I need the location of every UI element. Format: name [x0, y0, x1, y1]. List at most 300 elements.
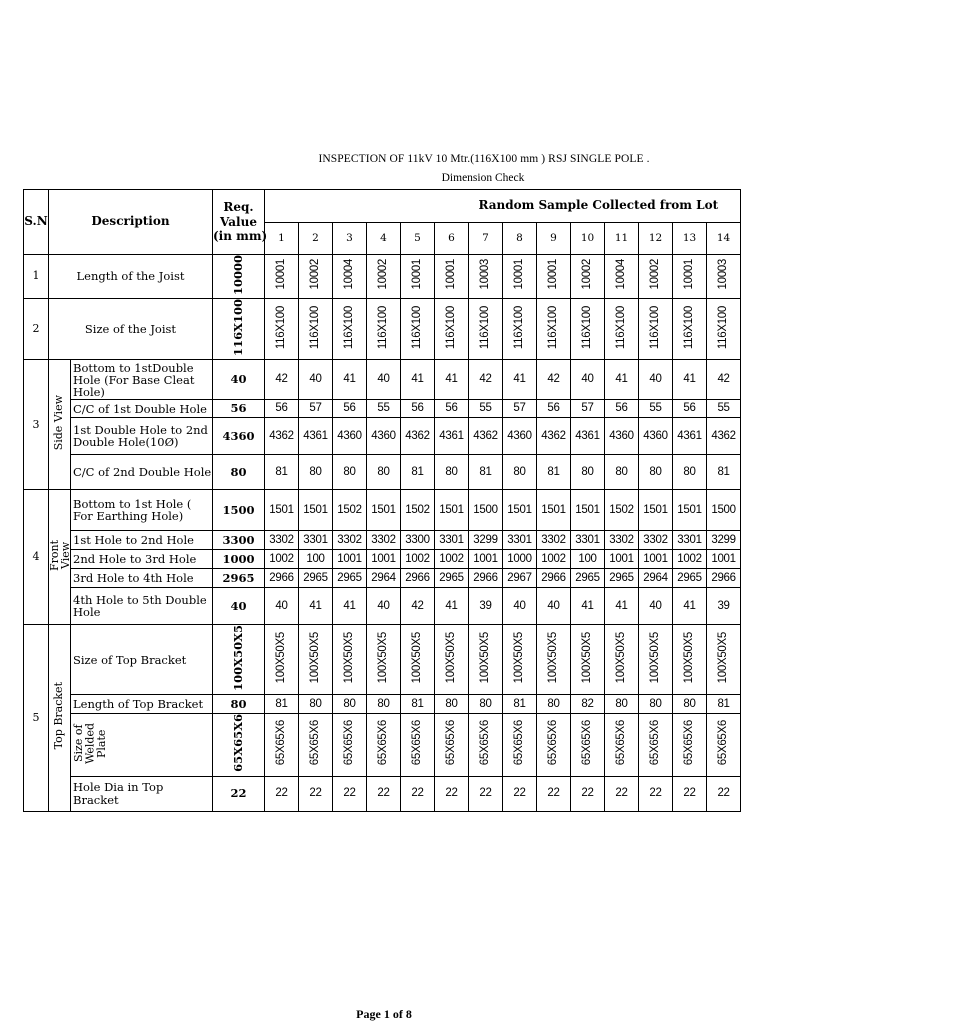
- sample-value-cell: 81: [503, 695, 537, 714]
- required-value-cell: [213, 299, 265, 360]
- sample-number-header: 3: [333, 223, 367, 255]
- sample-value-cell: 1002: [673, 550, 707, 569]
- sample-value-text: 10003: [478, 259, 491, 290]
- required-value-cell: 22: [213, 776, 265, 811]
- sample-value-cell: 41: [503, 360, 537, 400]
- sample-value-cell: 2964: [367, 569, 401, 588]
- sample-value-cell: 41: [333, 360, 367, 400]
- sample-value-text: 10001: [682, 259, 695, 290]
- sample-value-cell: 80: [503, 455, 537, 490]
- sample-number-header: 6: [435, 223, 469, 255]
- sample-value-cell: 80: [639, 455, 673, 490]
- sample-value-cell: 2965: [299, 569, 333, 588]
- sample-number-header: 9: [537, 223, 571, 255]
- sample-value-text: 10001: [410, 259, 423, 290]
- sample-value-text: 100X50X5: [342, 632, 355, 684]
- sample-value-cell: 57: [503, 400, 537, 418]
- sample-value-text: 65X65X6: [512, 720, 525, 766]
- sample-value-cell: [537, 255, 571, 299]
- sample-value-cell: 1501: [503, 490, 537, 531]
- sample-value-cell: 56: [265, 400, 299, 418]
- sample-value-cell: [503, 299, 537, 360]
- top-bracket-label: Top Bracket: [52, 682, 66, 750]
- sample-value-text: 10004: [614, 259, 627, 290]
- sample-value-text: 116X100: [342, 305, 355, 349]
- sample-value-cell: 41: [333, 588, 367, 625]
- sample-value-text: 10004: [342, 259, 355, 290]
- sample-value-cell: 4360: [639, 418, 673, 455]
- sample-value-text: 100X50X5: [444, 632, 457, 684]
- sample-value-cell: 1501: [673, 490, 707, 531]
- sample-value-cell: [639, 625, 673, 695]
- sample-value-cell: 2966: [401, 569, 435, 588]
- description-cell: C/C of 2nd Double Hole: [71, 455, 213, 490]
- sample-value-cell: [401, 299, 435, 360]
- sample-value-cell: 81: [707, 695, 741, 714]
- sample-value-text: 10002: [648, 259, 661, 290]
- sample-value-cell: [639, 714, 673, 776]
- sample-value-cell: 81: [707, 455, 741, 490]
- sample-value-cell: 4362: [469, 418, 503, 455]
- welded-plate-label-line: Size of: [72, 725, 85, 763]
- sample-value-cell: 3302: [639, 531, 673, 550]
- table-row: [24, 299, 741, 360]
- inspection-table: [23, 189, 741, 812]
- sample-number-header: 10: [571, 223, 605, 255]
- sample-value-cell: [605, 625, 639, 695]
- sample-value-cell: [673, 299, 707, 360]
- sample-value-cell: [605, 714, 639, 776]
- sample-value-cell: 4361: [435, 418, 469, 455]
- sample-value-cell: 40: [265, 588, 299, 625]
- sample-value-cell: 56: [435, 400, 469, 418]
- front-view-group: [49, 490, 71, 625]
- sample-value-cell: 100: [299, 550, 333, 569]
- sample-value-text: 65X65X6: [274, 720, 287, 766]
- sample-value-cell: [333, 714, 367, 776]
- sample-value-cell: [435, 299, 469, 360]
- sample-number-header: 13: [673, 223, 707, 255]
- sample-value-text: 100X50X5: [410, 632, 423, 684]
- sample-value-cell: 80: [571, 455, 605, 490]
- sample-value-text: 10001: [444, 259, 457, 290]
- sample-value-cell: 1501: [265, 490, 299, 531]
- sample-value-cell: [537, 714, 571, 776]
- welded-plate-label-line: Welded: [83, 723, 97, 765]
- sample-value-text: 116X100: [478, 305, 491, 349]
- sample-value-cell: 3301: [571, 531, 605, 550]
- sample-value-cell: 42: [265, 360, 299, 400]
- sample-value-cell: 80: [333, 455, 367, 490]
- sample-value-cell: 41: [435, 360, 469, 400]
- sample-value-cell: 4362: [707, 418, 741, 455]
- sample-value-cell: [333, 299, 367, 360]
- sample-value-cell: 4361: [299, 418, 333, 455]
- sample-value-cell: 1501: [367, 490, 401, 531]
- sample-value-text: 65X65X6: [410, 720, 423, 766]
- sample-value-cell: 41: [401, 360, 435, 400]
- sample-value-cell: [367, 255, 401, 299]
- side-view-label: Side View: [52, 395, 66, 451]
- sample-value-cell: 1502: [605, 490, 639, 531]
- sample-value-text: 116X100: [274, 305, 287, 349]
- sample-value-text: 10002: [376, 259, 389, 290]
- serial-number-cell: 2: [24, 299, 49, 360]
- sample-value-text: 10001: [546, 259, 559, 290]
- sample-value-cell: [707, 299, 741, 360]
- req-header-line2: Value: [220, 214, 257, 229]
- sample-value-cell: 80: [367, 455, 401, 490]
- sample-value-cell: 40: [537, 588, 571, 625]
- welded-plate-label: [73, 723, 108, 764]
- sample-value-cell: 40: [367, 588, 401, 625]
- sample-value-text: 100X50X5: [376, 632, 389, 684]
- sample-value-cell: 22: [367, 776, 401, 811]
- sample-value-cell: 42: [401, 588, 435, 625]
- front-view-label-line2: View: [59, 541, 72, 570]
- sample-value-cell: 40: [503, 588, 537, 625]
- sample-value-cell: [265, 299, 299, 360]
- sample-value-text: 116X100: [648, 305, 661, 349]
- sample-value-cell: [605, 255, 639, 299]
- sample-number-header: 1: [265, 223, 299, 255]
- sample-number-header: 12: [639, 223, 673, 255]
- sample-value-cell: 56: [537, 400, 571, 418]
- sample-value-cell: 41: [299, 588, 333, 625]
- required-value-text: 100X50X5: [230, 625, 245, 692]
- description-cell: 1st Double Hole to 2nd Double Hole(10Ø): [71, 418, 213, 455]
- sample-value-text: 10002: [308, 259, 321, 290]
- sample-value-text: 100X50X5: [614, 632, 627, 684]
- sample-value-cell: 56: [333, 400, 367, 418]
- sample-value-cell: 3302: [333, 531, 367, 550]
- sample-value-cell: [333, 255, 367, 299]
- sample-value-text: 116X100: [682, 305, 695, 349]
- sample-value-text: 65X65X6: [376, 720, 389, 766]
- sample-value-cell: 22: [333, 776, 367, 811]
- sample-value-cell: 1001: [469, 550, 503, 569]
- description-cell: 2nd Hole to 3rd Hole: [71, 550, 213, 569]
- sample-value-cell: 41: [673, 360, 707, 400]
- sample-value-cell: 55: [707, 400, 741, 418]
- sample-value-cell: 1001: [639, 550, 673, 569]
- sample-value-cell: [707, 255, 741, 299]
- sample-value-text: 10001: [274, 259, 287, 290]
- sample-value-cell: [401, 255, 435, 299]
- sample-value-cell: 2965: [673, 569, 707, 588]
- description-cell: 4th Hole to 5th Double Hole: [71, 588, 213, 625]
- required-value-cell: [213, 255, 265, 299]
- required-value-cell: 1000: [213, 550, 265, 569]
- sample-value-cell: 56: [401, 400, 435, 418]
- sample-value-cell: 80: [469, 695, 503, 714]
- required-value-cell: 4360: [213, 418, 265, 455]
- sample-value-cell: 80: [367, 695, 401, 714]
- sample-value-cell: [367, 299, 401, 360]
- sample-number-header: 8: [503, 223, 537, 255]
- sample-value-cell: 22: [605, 776, 639, 811]
- sample-value-cell: [707, 714, 741, 776]
- sample-value-cell: 1501: [571, 490, 605, 531]
- req-header-line3: (in mm): [213, 229, 268, 244]
- sample-value-cell: [571, 714, 605, 776]
- sample-value-cell: [571, 299, 605, 360]
- sample-value-cell: 80: [435, 695, 469, 714]
- sample-value-cell: [469, 714, 503, 776]
- sample-value-cell: [299, 714, 333, 776]
- sample-value-cell: 80: [537, 695, 571, 714]
- sample-value-text: 116X100: [376, 305, 389, 349]
- sample-value-cell: 1001: [333, 550, 367, 569]
- sample-value-cell: 1500: [707, 490, 741, 531]
- required-value-text: 116X100: [230, 299, 245, 357]
- sample-value-cell: 57: [299, 400, 333, 418]
- sample-value-cell: [435, 255, 469, 299]
- sample-value-text: 116X100: [308, 305, 321, 349]
- sample-value-text: 100X50X5: [682, 632, 695, 684]
- sample-value-cell: 1502: [401, 490, 435, 531]
- sample-value-text: 10003: [716, 259, 729, 290]
- sample-value-cell: 81: [537, 455, 571, 490]
- random-sample-header: Random Sample Collected from Lot: [265, 190, 741, 223]
- sample-value-cell: 1001: [367, 550, 401, 569]
- top-bracket-group: [49, 625, 71, 811]
- sample-value-cell: [265, 255, 299, 299]
- sample-value-cell: [435, 625, 469, 695]
- description-cell: C/C of 1st Double Hole: [71, 400, 213, 418]
- sample-value-cell: 2965: [571, 569, 605, 588]
- sample-value-cell: 40: [367, 360, 401, 400]
- required-value-cell: [213, 625, 265, 695]
- description-cell: Length of Top Bracket: [71, 695, 213, 714]
- sample-value-text: 116X100: [546, 305, 559, 349]
- description-cell: Hole Dia in Top Bracket: [71, 776, 213, 811]
- sample-value-cell: 22: [299, 776, 333, 811]
- required-value-cell: 56: [213, 400, 265, 418]
- sample-value-cell: 1502: [333, 490, 367, 531]
- sample-value-cell: [469, 255, 503, 299]
- sample-value-cell: 2967: [503, 569, 537, 588]
- sample-value-cell: 4361: [673, 418, 707, 455]
- sample-value-cell: 2966: [469, 569, 503, 588]
- sample-value-cell: 41: [571, 588, 605, 625]
- sample-value-text: 116X100: [580, 305, 593, 349]
- page-footer: Page 1 of 8: [356, 1007, 412, 1021]
- sample-value-cell: 22: [707, 776, 741, 811]
- sample-value-cell: 4360: [367, 418, 401, 455]
- sample-value-cell: [673, 714, 707, 776]
- required-value-text: 65X65X6: [230, 714, 245, 773]
- sample-value-cell: 40: [639, 588, 673, 625]
- sample-value-cell: 4360: [503, 418, 537, 455]
- sample-value-cell: 40: [299, 360, 333, 400]
- description-cell: [71, 714, 213, 776]
- sample-value-cell: 3301: [299, 531, 333, 550]
- sample-value-cell: [435, 714, 469, 776]
- sample-value-cell: 22: [639, 776, 673, 811]
- header-row-1: [24, 190, 741, 223]
- sample-value-cell: 2965: [333, 569, 367, 588]
- sample-value-cell: 39: [707, 588, 741, 625]
- serial-number-cell: 5: [24, 625, 49, 811]
- sample-value-cell: 55: [639, 400, 673, 418]
- required-value-cell: 80: [213, 695, 265, 714]
- sample-value-cell: 4360: [605, 418, 639, 455]
- sample-value-cell: [639, 255, 673, 299]
- sample-value-text: 10002: [580, 259, 593, 290]
- sample-value-text: 100X50X5: [512, 632, 525, 684]
- required-value-cell: 40: [213, 588, 265, 625]
- sample-value-text: 116X100: [410, 305, 423, 349]
- document-title: INSPECTION OF 11kV 10 Mtr.(116X100 mm ) RSJ SINGLE POLE .: [318, 153, 650, 165]
- description-cell: Size of Top Bracket: [71, 625, 213, 695]
- sample-value-cell: [673, 255, 707, 299]
- serial-number-cell: 1: [24, 255, 49, 299]
- sample-value-cell: 1501: [299, 490, 333, 531]
- sample-value-text: 100X50X5: [546, 632, 559, 684]
- sample-value-cell: 39: [469, 588, 503, 625]
- side-view-group: [49, 360, 71, 490]
- sample-value-text: 100X50X5: [716, 632, 729, 684]
- description-cell: Bottom to 1stDouble Hole (For Base Cleat Hole): [71, 360, 213, 400]
- sample-value-cell: 81: [401, 455, 435, 490]
- table-row: [24, 418, 741, 455]
- sample-value-cell: 22: [265, 776, 299, 811]
- sample-value-cell: [537, 625, 571, 695]
- sample-value-cell: 4361: [571, 418, 605, 455]
- sample-value-cell: [299, 299, 333, 360]
- required-value-cell: 80: [213, 455, 265, 490]
- sample-value-cell: [503, 625, 537, 695]
- sample-value-cell: [639, 299, 673, 360]
- sample-value-cell: [367, 625, 401, 695]
- sample-value-cell: [571, 255, 605, 299]
- sample-value-cell: 1001: [707, 550, 741, 569]
- front-view-label-line1: Front: [48, 540, 61, 572]
- sample-value-cell: 2966: [265, 569, 299, 588]
- sample-value-cell: 3301: [503, 531, 537, 550]
- document-subtitle: Dimension Check: [441, 172, 525, 184]
- sample-value-cell: [571, 625, 605, 695]
- sample-value-cell: [503, 714, 537, 776]
- description-cell: 3rd Hole to 4th Hole: [71, 569, 213, 588]
- sample-value-cell: 1000: [503, 550, 537, 569]
- sample-value-cell: 80: [673, 455, 707, 490]
- sample-value-text: 100X50X5: [478, 632, 491, 684]
- table-row: [24, 625, 741, 695]
- sample-value-cell: 2964: [639, 569, 673, 588]
- sample-value-cell: 22: [469, 776, 503, 811]
- sample-value-cell: 100: [571, 550, 605, 569]
- sample-value-cell: 42: [469, 360, 503, 400]
- sample-value-cell: 3299: [707, 531, 741, 550]
- sample-value-cell: 81: [265, 455, 299, 490]
- sample-value-cell: [537, 299, 571, 360]
- sample-value-cell: 80: [605, 695, 639, 714]
- sample-value-text: 65X65X6: [308, 720, 321, 766]
- sample-value-cell: 22: [401, 776, 435, 811]
- sample-value-text: 100X50X5: [648, 632, 661, 684]
- sample-value-cell: 81: [401, 695, 435, 714]
- sample-value-cell: [333, 625, 367, 695]
- sample-value-text: 116X100: [512, 305, 525, 349]
- sample-value-cell: 41: [605, 360, 639, 400]
- sample-value-cell: [673, 625, 707, 695]
- req-value-header: [213, 190, 268, 255]
- sample-value-text: 65X65X6: [546, 720, 559, 766]
- sample-value-text: 65X65X6: [444, 720, 457, 766]
- welded-plate-label-line: Plate: [95, 729, 109, 759]
- front-view-label: [49, 540, 71, 571]
- sample-value-text: 116X100: [444, 305, 457, 349]
- sample-value-cell: 4362: [401, 418, 435, 455]
- description-cell: Length of the Joist: [49, 255, 213, 299]
- sample-value-text: 116X100: [716, 305, 729, 349]
- table-row: [24, 490, 741, 531]
- sample-value-cell: 57: [571, 400, 605, 418]
- sample-value-cell: 3301: [435, 531, 469, 550]
- sample-value-cell: 2965: [605, 569, 639, 588]
- sample-value-cell: [299, 255, 333, 299]
- sample-value-cell: 1501: [639, 490, 673, 531]
- sample-value-text: 100X50X5: [580, 632, 593, 684]
- sample-value-cell: 22: [537, 776, 571, 811]
- description-cell: 1st Hole to 2nd Hole: [71, 531, 213, 550]
- serial-number-cell: 4: [24, 490, 49, 625]
- sample-value-cell: 41: [605, 588, 639, 625]
- table-row: [24, 695, 741, 714]
- sample-value-text: 10001: [512, 259, 525, 290]
- table-row: [24, 531, 741, 550]
- sample-value-cell: 3302: [367, 531, 401, 550]
- sample-number-header: 14: [707, 223, 741, 255]
- sample-value-text: 65X65X6: [614, 720, 627, 766]
- sample-value-cell: [401, 625, 435, 695]
- sample-value-cell: 1501: [435, 490, 469, 531]
- sample-value-cell: 80: [605, 455, 639, 490]
- sample-value-cell: 55: [469, 400, 503, 418]
- table-row: [24, 400, 741, 418]
- required-value-cell: 3300: [213, 531, 265, 550]
- sample-value-cell: 2966: [707, 569, 741, 588]
- sample-value-cell: 82: [571, 695, 605, 714]
- sample-value-cell: 1002: [537, 550, 571, 569]
- sample-value-cell: 40: [639, 360, 673, 400]
- table-row: [24, 588, 741, 625]
- sample-value-cell: [469, 625, 503, 695]
- required-value-text: 10000: [230, 255, 245, 296]
- sample-value-cell: 22: [503, 776, 537, 811]
- sample-value-cell: 3299: [469, 531, 503, 550]
- sample-value-cell: [299, 625, 333, 695]
- sample-value-text: 65X65X6: [682, 720, 695, 766]
- sample-value-cell: 41: [673, 588, 707, 625]
- sample-value-cell: 1500: [469, 490, 503, 531]
- sample-value-cell: [707, 625, 741, 695]
- sample-value-cell: 22: [571, 776, 605, 811]
- sample-value-cell: 1001: [605, 550, 639, 569]
- sample-value-cell: 3302: [265, 531, 299, 550]
- sample-value-cell: 56: [673, 400, 707, 418]
- sample-number-header: 11: [605, 223, 639, 255]
- sample-value-cell: 40: [571, 360, 605, 400]
- sample-value-cell: 80: [333, 695, 367, 714]
- sample-value-cell: 55: [367, 400, 401, 418]
- sample-value-cell: [503, 255, 537, 299]
- sample-value-cell: 4362: [537, 418, 571, 455]
- sample-number-header: 7: [469, 223, 503, 255]
- sample-value-cell: 22: [673, 776, 707, 811]
